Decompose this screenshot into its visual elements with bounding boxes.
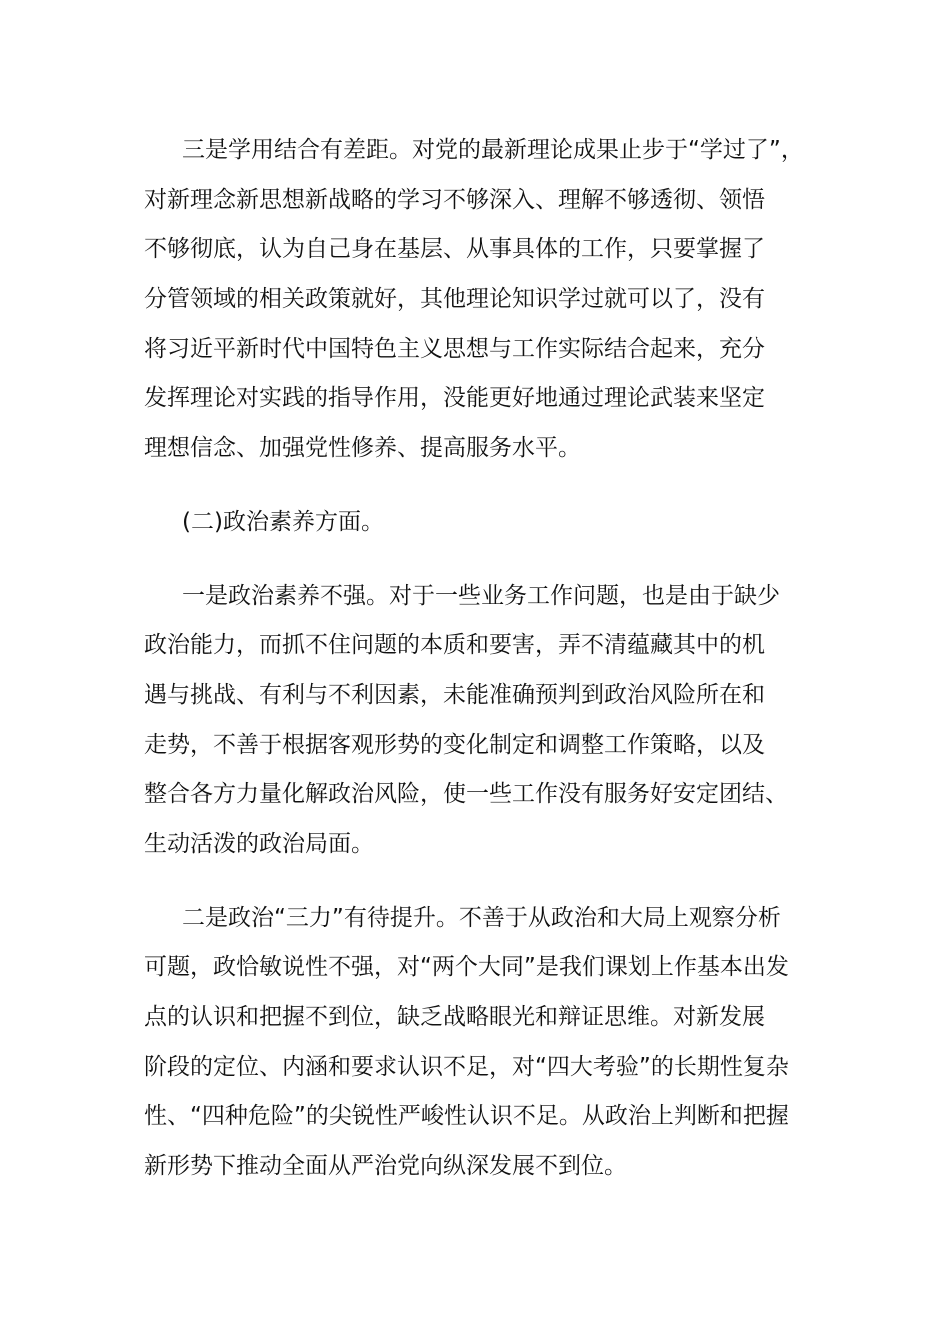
text-line: 不够彻底，认为自己身在基层、从事具体的工作，只要掌握了 (144, 236, 765, 263)
text-line: 遇与挑战、有利与不利因素，未能准确预判到政治风险所在和 (144, 681, 765, 708)
text-line: 整合各方力量化解政治风险，使一些工作没有服务好安定团结、 (144, 781, 788, 808)
text-line: 一是政治素养不强。对于一些业务工作问题，也是由于缺少 (182, 582, 780, 609)
text-line: 发挥理论对实践的指导作用，没能更好地通过理论武装来坚定 (144, 385, 765, 412)
text-line: 走势，不善于根据客观形势的变化制定和调整工作策略，以及 (144, 731, 765, 758)
text-line: (二)政治素养方面。 (182, 508, 384, 535)
paragraph-gap (144, 548, 824, 572)
text-line: 生动活泼的政治局面。 (144, 830, 374, 857)
text-line: 阶段的定位、内涵和要求认识不足，对“四大考验”的长期性复杂 (144, 1053, 789, 1080)
paragraph-political-literacy (144, 572, 824, 870)
text-line: 可题，政恰敏说性不强，对“两个大同”是我们课划上作基本出发 (144, 954, 789, 981)
text-line: 二是政治“三力”有待提升。不善于从政治和大局上观察分析 (182, 904, 781, 931)
paragraph-three-abilities (144, 894, 824, 1192)
text-line: 三是学用结合有差距。对党的最新理论成果止步于“学过了”， (182, 137, 804, 163)
text-line: 对新理念新思想新战略的学习不够深入、理解不够透彻、领悟 (144, 186, 765, 213)
text-line: 分管领域的相关政策就好，其他理论知识学过就可以了，没有 (144, 286, 765, 313)
text-line: 理想信念、加强党性修养、提高服务水平。 (144, 435, 581, 462)
text-line: 新形势下推动全面从严治党向纵深发展不到位。 (144, 1153, 627, 1180)
paragraph-theory-practice (144, 126, 824, 474)
text-line: 将习近平新时代中国特色主义思想与工作实际结合起来，充分 (144, 335, 765, 362)
paragraph-gap (144, 870, 824, 894)
text-line: 政治能力，而抓不住问题的本质和要害，弄不清蕴藏其中的机 (144, 632, 765, 659)
text-line: 点的认识和把握不到位，缺乏战略眼光和辩证思维。对新发展 (144, 1004, 765, 1030)
document-body (144, 126, 824, 1192)
paragraph-gap (144, 474, 824, 498)
text-line: 性、“四种危险”的尖锐性严峻性认识不足。从政治上判断和把握 (144, 1103, 789, 1130)
section-heading (144, 498, 824, 548)
